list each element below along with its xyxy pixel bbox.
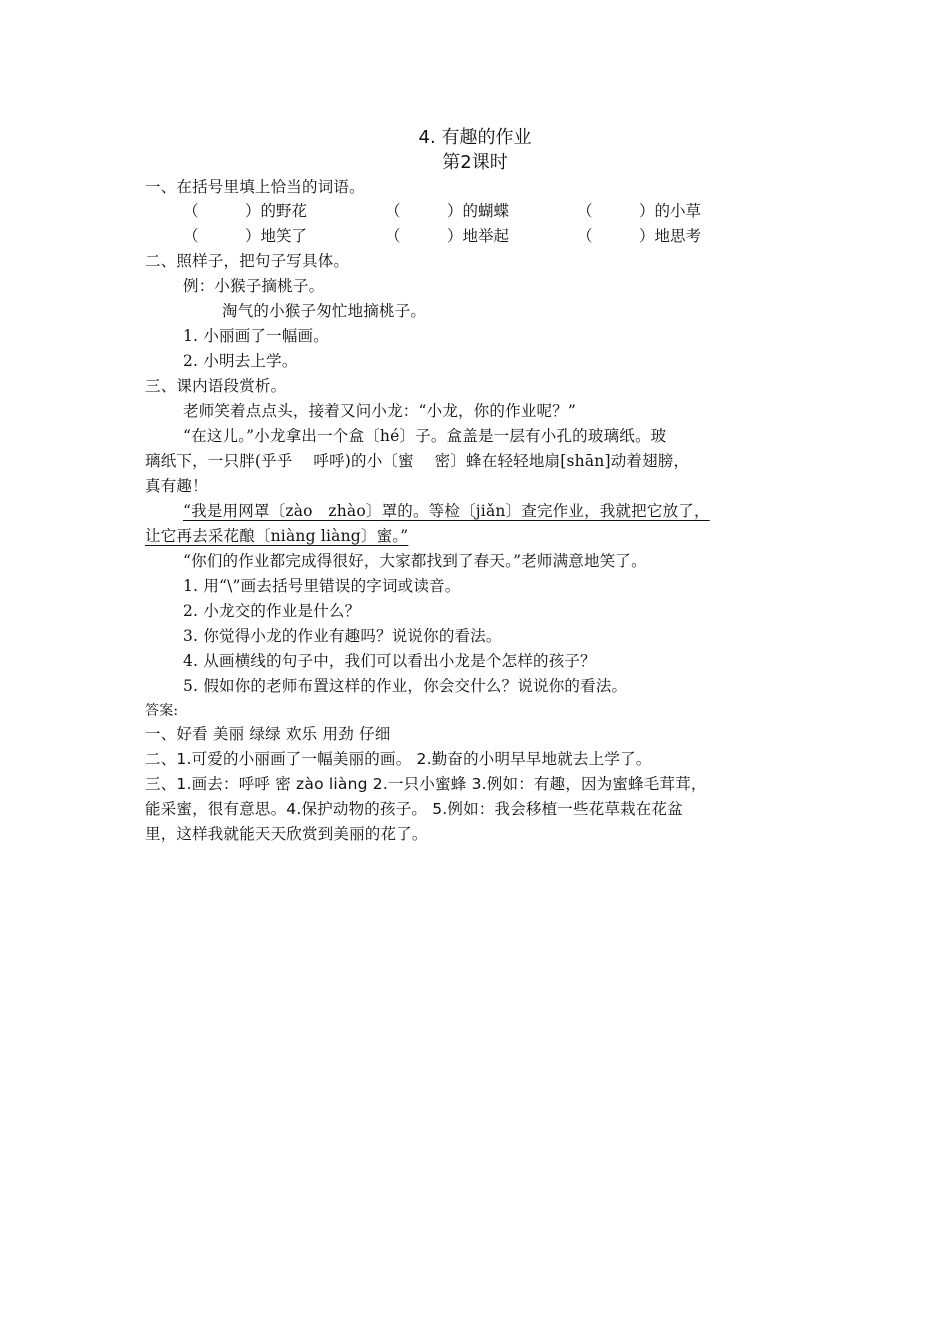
q1-blank-3: （ ）的小草 (577, 202, 702, 220)
q3-paragraph-4: “你们的作业都完成得很好，大家都找到了春天。”老师满意地笑了。 (183, 552, 647, 570)
answers-label: 答案: (145, 703, 179, 719)
q3-paragraph-2-line-3: 真有趣！ (145, 477, 208, 495)
q3-paragraph-1: 老师笑着点点头，接着又问小龙：“小龙，你的作业呢？” (183, 402, 577, 420)
q3-underlined-sentence-line-2: 让它再去采花酿〔niàng liàng〕蜜。” (145, 527, 409, 545)
answer-1: 一、好看 美丽 绿绿 欢乐 用劲 仔细 (145, 725, 391, 743)
q2-example-answer: 淘气的小猴子匆忙地摘桃子。 (222, 302, 427, 320)
q2-example: 例：小猴子摘桃子。 (183, 277, 325, 295)
q3-question-5: 5. 假如你的老师布置这样的作业，你会交什么？说说你的看法。 (183, 677, 628, 695)
answer-2: 二、1.可爱的小丽画了一幅美丽的画。 2.勤奋的小明早早地就去上学了。 (145, 750, 652, 768)
q2-item-1: 1. 小丽画了一幅画。 (183, 327, 329, 345)
lesson-subtitle: 第2课时 (442, 152, 508, 173)
q2-item-2: 2. 小明去上学。 (183, 352, 298, 370)
lesson-title: 4. 有趣的作业 (418, 127, 532, 148)
q3-paragraph-2-line-1: “在这儿。”小龙拿出一个盒〔hé〕子。盒盖是一层有小孔的玻璃纸。玻 (183, 427, 667, 445)
q1-blank-4: （ ）地笑了 (183, 227, 308, 245)
q3-question-3: 3. 你觉得小龙的作业有趣吗？说说你的看法。 (183, 627, 502, 645)
q1-heading: 一、在括号里填上恰当的词语。 (145, 178, 365, 196)
q3-question-4: 4. 从画横线的句子中，我们可以看出小龙是个怎样的孩子？ (183, 652, 596, 670)
answer-3-line-1: 三、1.画去：呼呼 密 zào liàng 2.一只小蜜蜂 3.例如：有趣，因为蜜蜂毛茸茸， (145, 775, 707, 793)
answer-3-line-2: 能采蜜，很有意思。4.保护动物的孩子。 5.例如：我会移植一些花草栽在花盆 (145, 800, 683, 818)
q3-question-1: 1. 用“\”画去括号里错误的字词或读音。 (183, 577, 461, 595)
answer-3-line-3: 里，这样我就能天天欣赏到美丽的花了。 (145, 825, 428, 843)
q1-blank-6: （ ）地思考 (577, 227, 702, 245)
q1-blank-2: （ ）的蝴蝶 (385, 202, 510, 220)
q3-paragraph-2-line-2: 璃纸下，一只胖(乎乎 呼呼)的小〔蜜 密〕蜂在轻轻地扇[shān]动着翅膀， (145, 452, 690, 470)
q3-underlined-sentence-line-1: “我是用网罩〔zào zhào〕罩的。等检〔jiǎn〕查完作业，我就把它放了， (183, 502, 710, 520)
q3-heading: 三、课内语段赏析。 (145, 377, 287, 395)
q1-blank-1: （ ）的野花 (183, 202, 308, 220)
q2-heading: 二、照样子，把句子写具体。 (145, 252, 350, 270)
q1-blank-5: （ ）地举起 (385, 227, 510, 245)
q3-question-2: 2. 小龙交的作业是什么？ (183, 602, 361, 620)
